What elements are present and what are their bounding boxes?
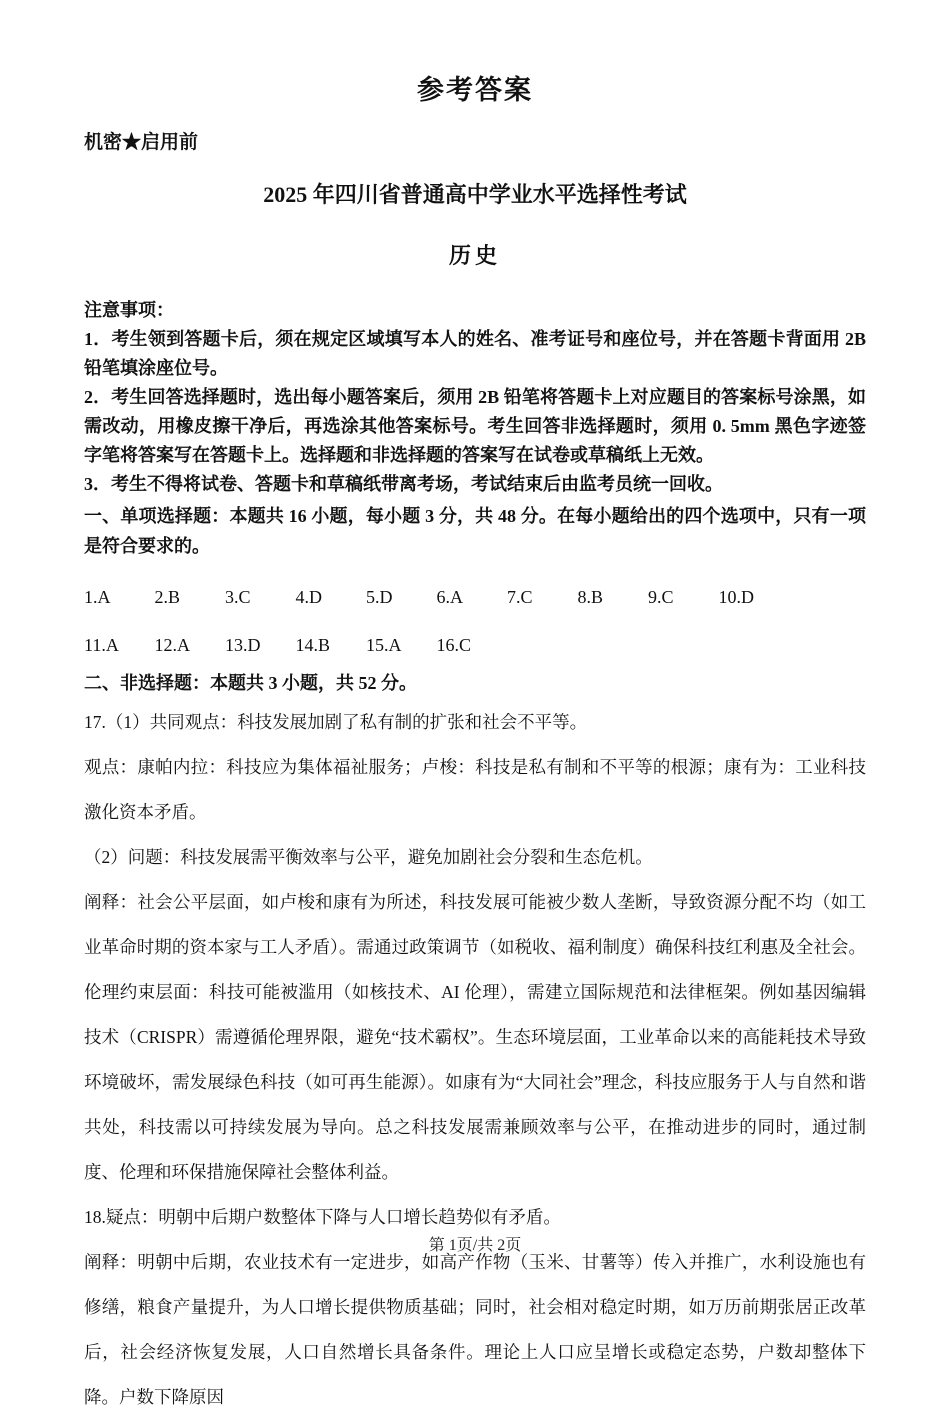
- notice-item-3: 3．考生不得将试卷、答题卡和草稿纸带离考场，考试结束后由监考员统一回收。: [84, 474, 723, 494]
- answer-item: 13.D: [225, 635, 261, 655]
- answer-item: 5.D: [366, 587, 393, 607]
- section-one-heading: 一、单项选择题：本题共 16 小题，每小题 3 分，共 48 分。在每小题给出的四个选项中，只有一项是符合要求的。: [84, 506, 866, 556]
- answer-item: 9.C: [648, 587, 674, 607]
- q18-doubt: 18.疑点：明朝中后期户数整体下降与人口增长趋势似有矛盾。: [84, 1207, 561, 1227]
- subject-title: 历史: [448, 243, 501, 268]
- answer-item: 16.C: [436, 635, 472, 655]
- answer-item: 10.D: [718, 587, 754, 607]
- answer-item: 3.C: [225, 587, 251, 607]
- answer-item: 4.D: [295, 587, 322, 607]
- answer-item: 2.B: [154, 587, 181, 607]
- answer-item: 7.C: [507, 587, 533, 607]
- answer-item: 12.A: [154, 635, 190, 655]
- notices-heading: 注意事项：: [84, 300, 174, 320]
- q17-problem: （2）问题：科技发展需平衡效率与公平，避免加剧社会分裂和生态危机。: [84, 847, 653, 867]
- q18-explanation: 阐释：明朝中后期，农业技术有一定进步，如高产作物（玉米、甘薯等）传入并推广，水利设施也有修缮，粮食产量提升，为人口增长提供物质基础；同时，社会相对稳定时期，如万历前期张居正改革后，社会经济恢复发展，人口自然增长具备条件。理论上人口应呈增长或稳定态势，户数却整体下降。户数下降原因: [84, 1252, 866, 1407]
- answer-item: 8.B: [577, 587, 604, 607]
- answer-item: 11.A: [84, 635, 119, 655]
- answer-item: 1.A: [84, 587, 111, 607]
- notice-item-1: 1．考生领到答题卡后，须在规定区域填写本人的姓名、准考证号和座位号，并在答题卡背面用 2B 铅笔填涂座位号。: [84, 329, 866, 378]
- q17-common-view: 17.（1）共同观点：科技发展加剧了私有制的扩张和社会不平等。: [84, 712, 588, 732]
- page-number: 第 1页/共 2页: [428, 1237, 522, 1254]
- page-title: 参考答案: [417, 75, 533, 105]
- answer-item: 14.B: [295, 635, 331, 655]
- answer-item: 6.A: [436, 587, 463, 607]
- exam-title: 2025 年四川省普通高中学业水平选择性考试: [263, 182, 687, 207]
- notice-item-2: 2．考生回答选择题时，选出每小题答案后，须用 2B 铅笔将答题卡上对应题目的答案标号涂黑，如需改动，用橡皮擦干净后，再选涂其他答案标号。考生回答非选择题时，须用 0. 5mm 黑色字迹签字笔将答案写在答题卡上。选择题和非选择题的答案写在试卷或草稿纸上无效。: [84, 387, 866, 465]
- q17-viewpoints: 观点：康帕内拉：科技应为集体福祉服务；卢梭：科技是私有制和不平等的根源；康有为：工业科技激化资本矛盾。: [84, 757, 866, 822]
- answers-row-1: [84, 587, 866, 607]
- answers-row-2: [84, 635, 866, 655]
- answer-item: 15.A: [366, 635, 402, 655]
- section-two-heading: 二、非选择题：本题共 3 小题，共 52 分。: [84, 673, 417, 693]
- confidential-label: 机密★启用前: [84, 132, 199, 153]
- q17-explanation: 阐释：社会公平层面，如卢梭和康有为所述，科技发展可能被少数人垄断，导致资源分配不均（如工业革命时期的资本家与工人矛盾）。需通过政策调节（如税收、福利制度）确保科技红利惠及全社会。伦理约束层面：科技可能被滥用（如核技术、AI 伦理），需建立国际规范和法律框架。例如基因编辑技术（CRISPR）需遵循伦理界限，避免“技术霸权”。生态环境层面，工业革命以来的高能耗技术导致环境破坏，需发展绿色科技（如可再生能源）。如康有为“大同社会”理念，科技应服务于人与自然和谐共处，科技需以可持续发展为导向。总之科技发展需兼顾效率与公平，在推动进步的同时，通过制度、伦理和环保措施保障社会整体利益。: [84, 892, 866, 1182]
